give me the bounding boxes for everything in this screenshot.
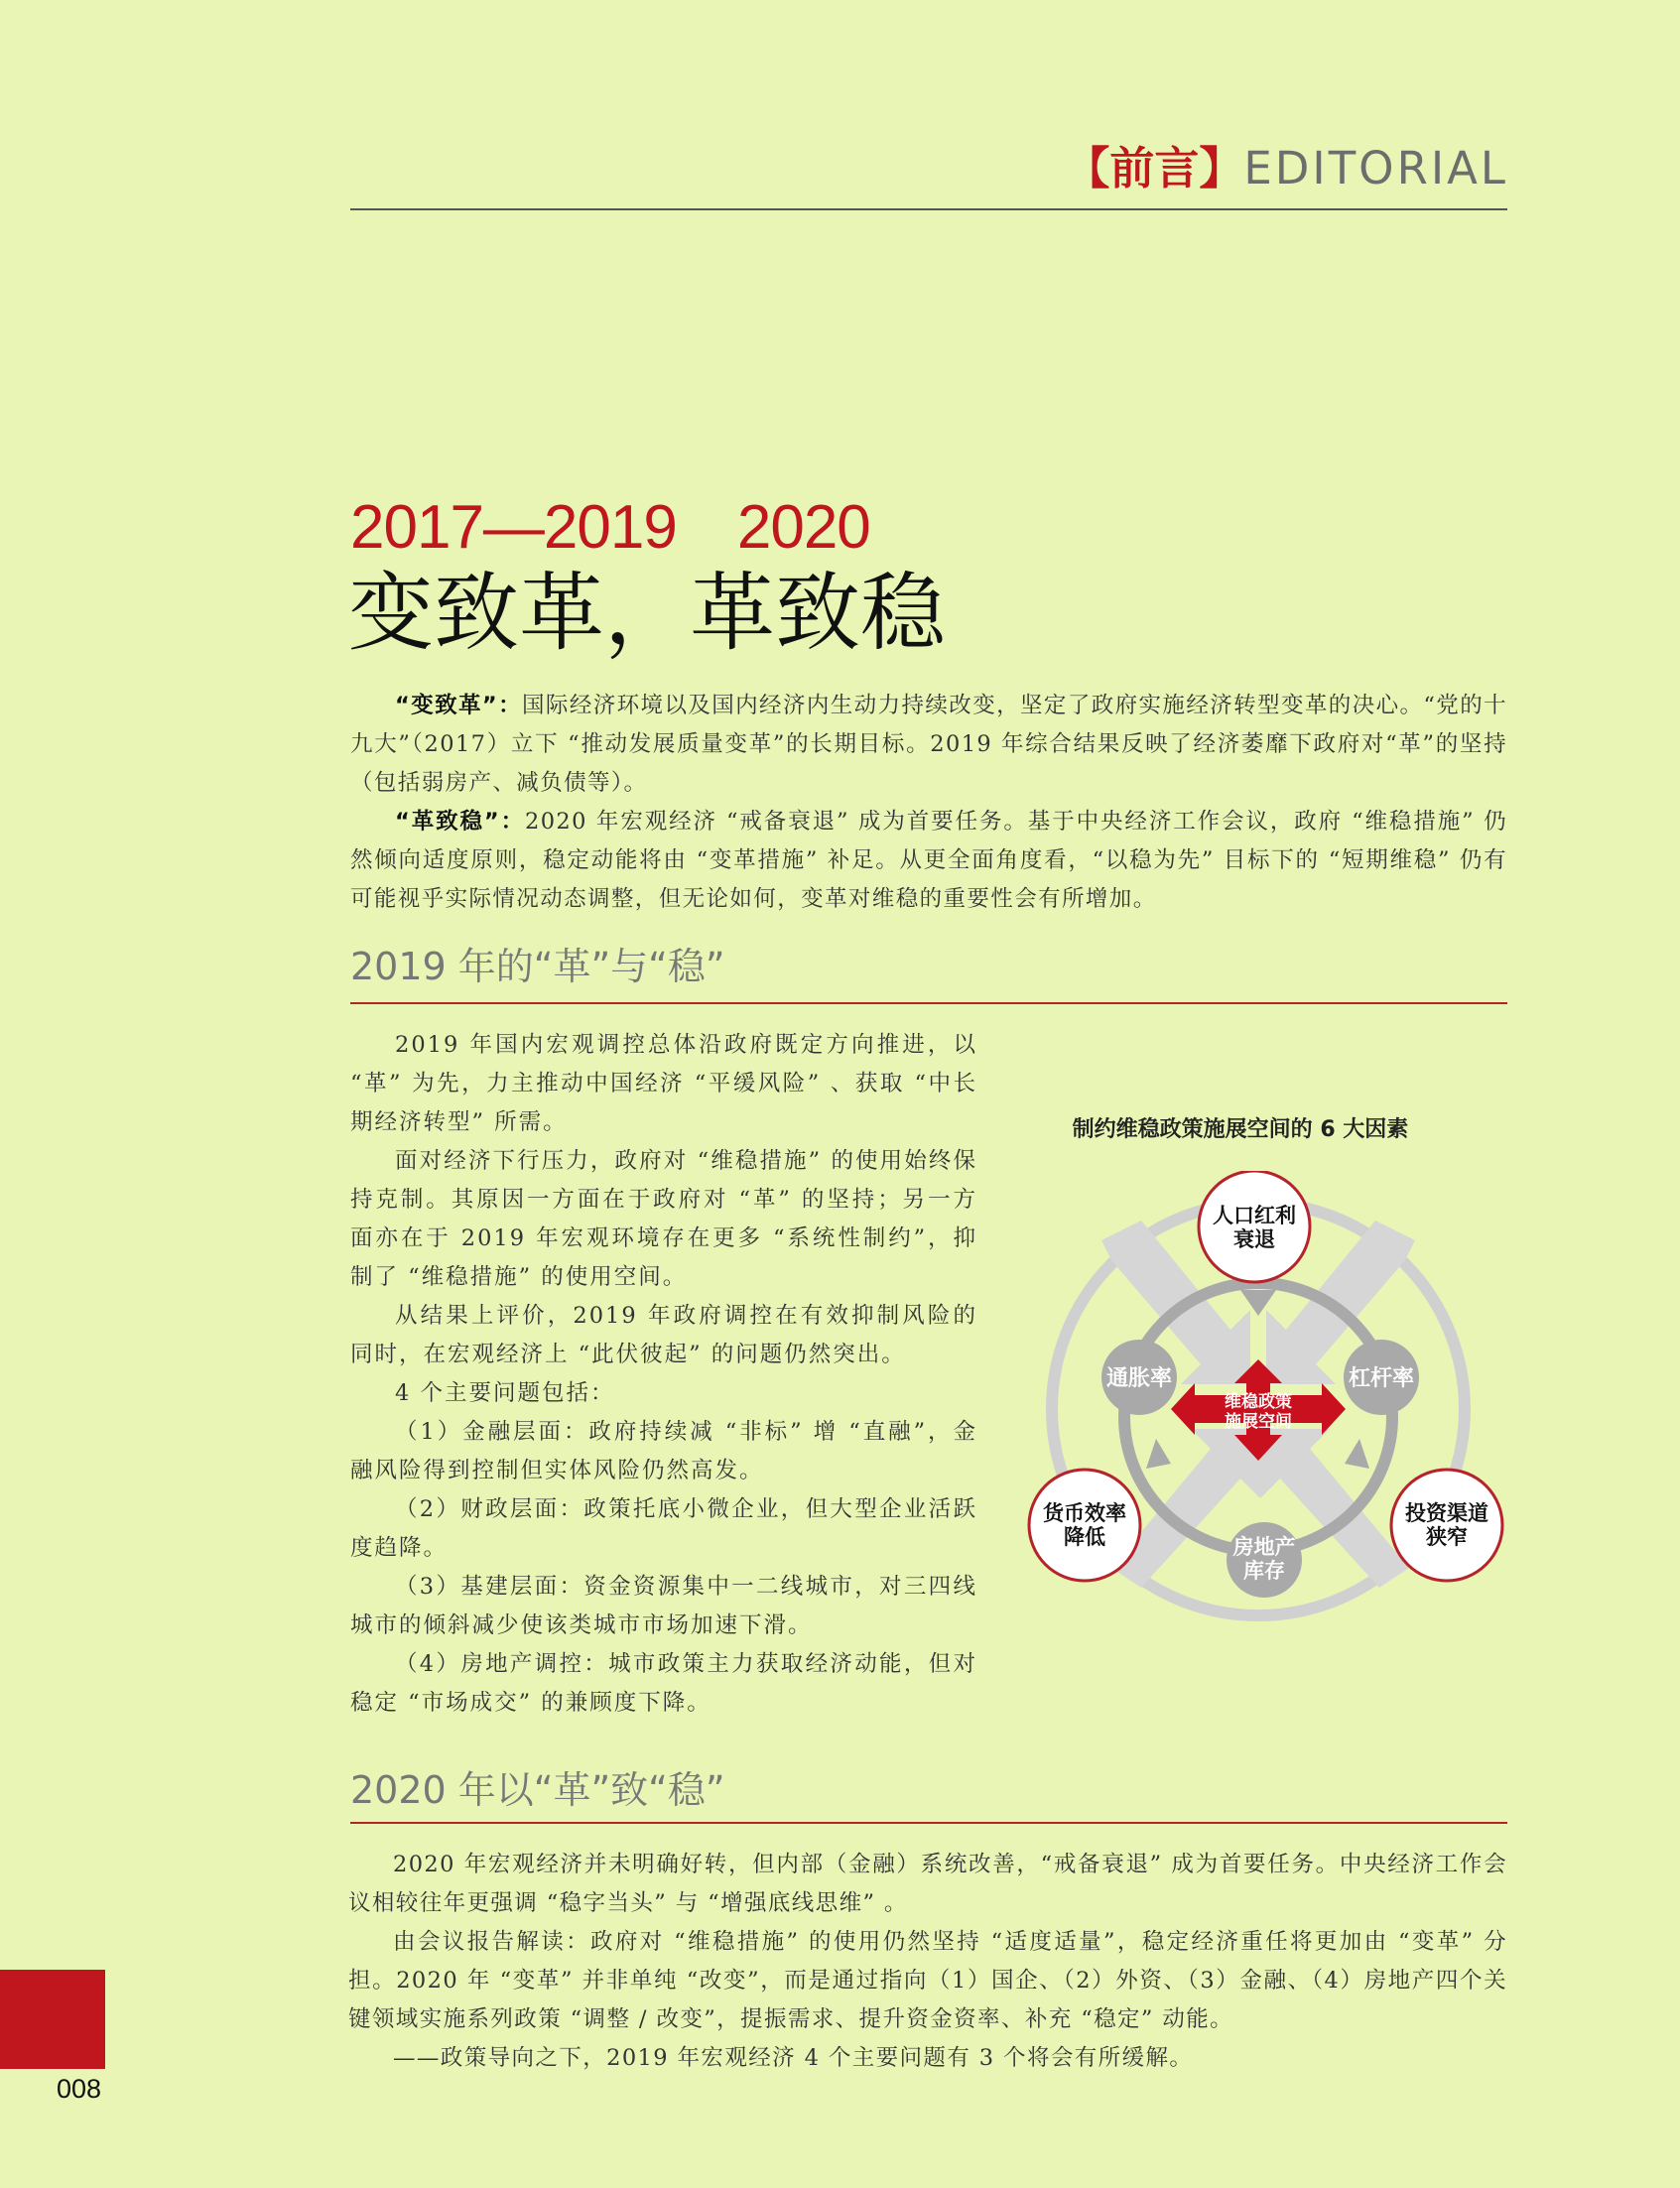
arrow-head-right	[1345, 1439, 1369, 1469]
intro-section	[350, 687, 1507, 919]
factor-housing-1: 房地产	[1232, 1535, 1296, 1559]
paragraph: 4 个主要问题包括：	[395, 1380, 615, 1406]
center-label-2: 施展空间	[1225, 1412, 1292, 1432]
paragraph: ——政策导向之下，2019 年宏观经济 4 个主要问题有 3 个将会有所缓解。	[393, 2045, 1194, 2071]
paragraph: （3）基建层面：资金资源集中一二线城市，对三四线城市的倾斜减少使该类城市市场加速下滑。	[350, 1574, 977, 1638]
figure-title: 制约维稳政策施展空间的 6 大因素	[1072, 1117, 1409, 1142]
section-tag-zh: 【前言】	[1065, 142, 1244, 194]
intro-lead-1: “变致革”：	[395, 693, 523, 718]
paragraph: （2）财政层面：政策托底小微企业，但大型企业活跃度趋降。	[350, 1496, 977, 1561]
paragraph: 2019 年国内宏观调控总体沿政府既定方向推进，以 “革” 为先，力主推动中国经济 “平缓风险” 、获取 “中长期经济转型” 所需。	[350, 1032, 977, 1135]
arrow-head-left	[1146, 1439, 1171, 1469]
factor-demographic-2: 衰退	[1233, 1227, 1275, 1251]
factor-housing-2: 库存	[1243, 1559, 1285, 1583]
paragraph: 面对经济下行压力，政府对 “维稳措施” 的使用始终保持克制。其原因一方面在于政府对 “革” 的坚持；另一方面亦在于 2019 年宏观环境存在更多 “系统性制约”，抑制了 “维稳措施” 的使用空间。	[350, 1148, 977, 1290]
paragraph: （4）房地产调控：城市政策主力获取经济动能，但对稳定 “市场成交” 的兼顾度下降。	[350, 1651, 977, 1716]
factor-inflation: 通胀率	[1105, 1366, 1173, 1391]
arrow-head-top	[1240, 1290, 1276, 1316]
intro-text-2: 2020 年宏观经济 “戒备衰退” 成为首要任务。基于中央经济工作会议，政府 “维稳措施” 仍然倾向适度原则，稳定动能将由 “变革措施” 补足。从更全面角度看，“以稳为先” 目标下的 “短期维稳” 仍有可能视乎实际情况动态调整，但无论如何，变革对维稳的重要性会有所增加。	[350, 809, 1507, 912]
paragraph: （1）金融层面：政府持续减 “非标” 增 “直融”，金融风险得到控制但实体风险仍然高发。	[350, 1419, 977, 1483]
section-tag	[992, 137, 1508, 200]
section-heading-2020: 2020 年以“革”致“稳”	[350, 1768, 725, 1812]
intro-paragraph-1	[350, 687, 1507, 803]
factor-leverage: 杠杆率	[1348, 1366, 1415, 1391]
factor-monetary-2: 降低	[1064, 1525, 1105, 1549]
factor-investment-2: 狭窄	[1426, 1525, 1468, 1549]
section-2020-body	[348, 1846, 1507, 2078]
intro-text-1: 国际经济环境以及国内经济内生动力持续改变，坚定了政府实施经济转型变革的决心。“党的十九大”（2017）立下 “推动发展质量变革”的长期目标。2019 年综合结果反映了经济萎靡下政府对“革”的坚持（包括弱房产、减负债等）。	[350, 693, 1507, 796]
paragraph: 由会议报告解读：政府对 “维稳措施” 的使用仍然坚持 “适度适量”，稳定经济重任将更加由 “变革” 分担。2020 年 “变革” 并非单纯 “改变”，而是通过指向（1）国企、（2）外资、（3）金融、（4）房地产四个关键领域实施系列政策 “调整 / 改变”，提振需求、提升资金资率、补充 “稳定” 动能。	[348, 1929, 1507, 2032]
paragraph: 从结果上评价，2019 年政府调控在有效抑制风险的同时，在宏观经济上 “此伏彼起” 的问题仍然突出。	[350, 1303, 977, 1367]
section-divider-2020	[350, 1822, 1507, 1824]
paragraph: 2020 年宏观经济并未明确好转，但内部（金融）系统改善，“戒备衰退” 成为首要任务。中央经济工作会议相较往年更强调 “稳字当头” 与 “增强底线思维” 。	[348, 1852, 1507, 1916]
title-years: 2017—2019 2020	[350, 493, 870, 562]
header-divider	[350, 208, 1507, 210]
intro-paragraph-2	[350, 803, 1507, 919]
factors-diagram	[1022, 1171, 1508, 1647]
center-label-1: 维稳政策	[1225, 1392, 1292, 1412]
factor-investment-1: 投资渠道	[1405, 1501, 1488, 1525]
factor-monetary-1: 货币效率	[1043, 1501, 1126, 1525]
section-2019-body	[350, 1026, 977, 1723]
section-tag-en: EDITORIAL	[1243, 142, 1508, 194]
factor-demographic-1: 人口红利	[1213, 1204, 1296, 1227]
section-divider-2019	[350, 1002, 1507, 1004]
intro-lead-2: “革致稳”：	[395, 809, 525, 835]
section-heading-2019: 2019 年的“革”与“稳”	[350, 945, 725, 988]
page-number: 008	[57, 2074, 102, 2104]
page-title: 变致革，革致稳	[348, 564, 946, 663]
corner-color-block	[0, 1970, 105, 2069]
